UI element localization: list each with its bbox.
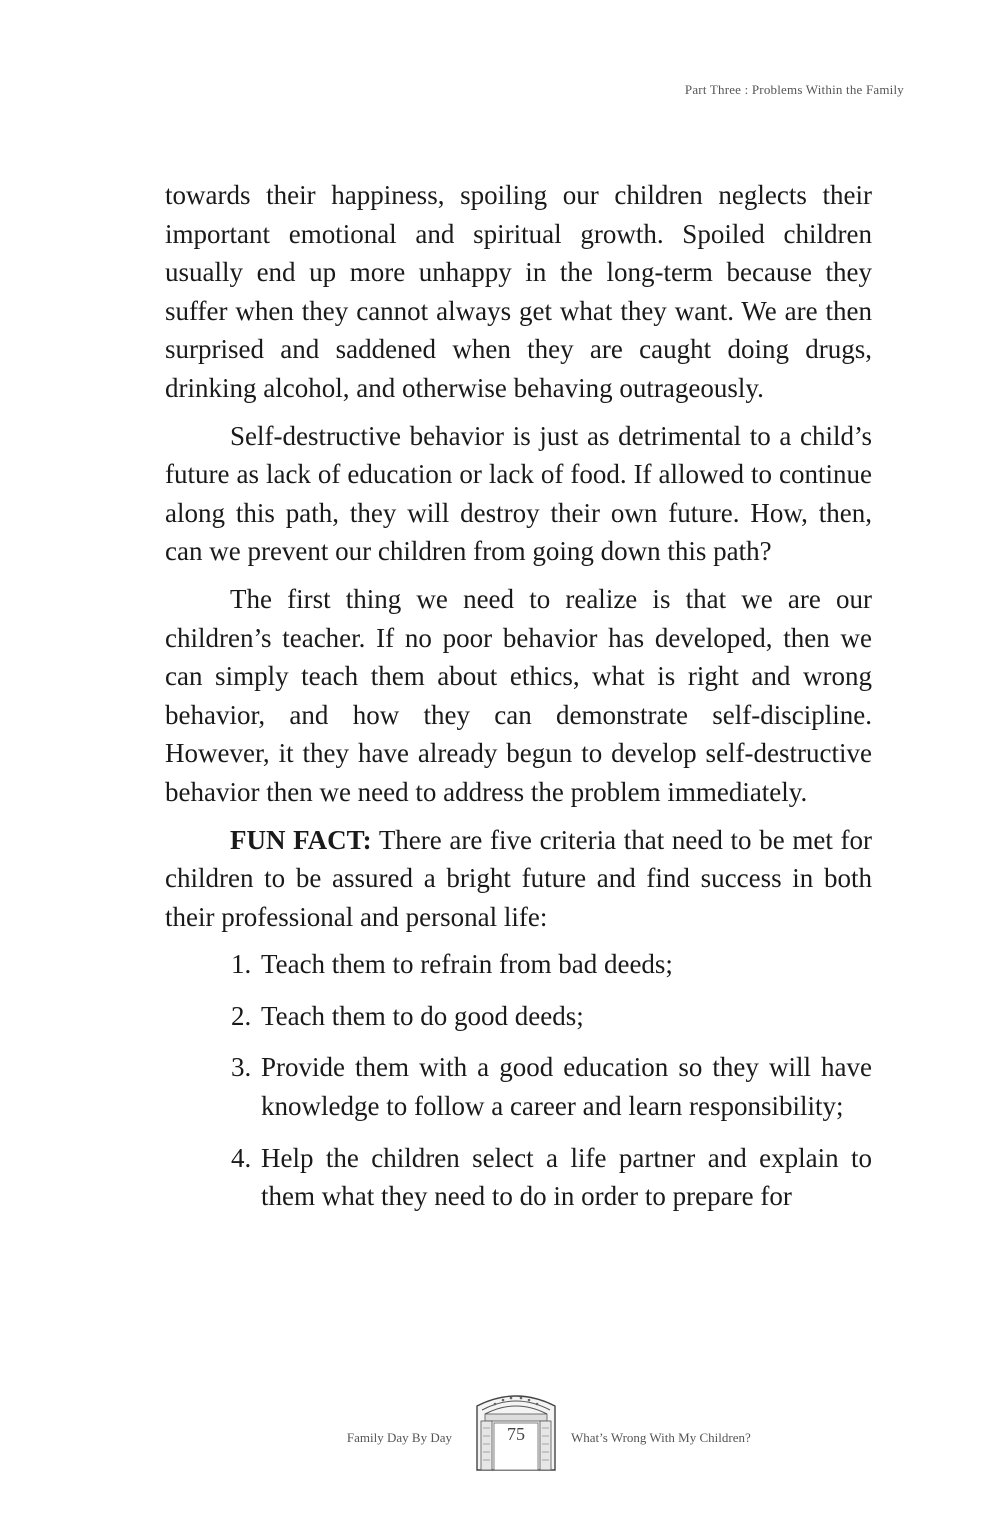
criteria-list: [165, 945, 872, 1216]
fun-fact-text: There are five criteria that need to be met for children to be assured a bright future and find success in both their professional and personal life:: [165, 824, 872, 932]
list-text: Teach them to do good deeds;: [261, 1000, 584, 1031]
footer-book-title: Family Day By Day: [346, 1430, 452, 1445]
list-number: 3.: [231, 1052, 252, 1083]
list-item: [231, 1048, 872, 1125]
page-body: [165, 176, 872, 1229]
page-number: 75: [507, 1424, 525, 1444]
list-number: 2.: [231, 1000, 252, 1031]
page-footer: [0, 1384, 1000, 1474]
paragraph: towards their happiness, spoiling our children neglects their important emotional and spiritual growth. Spoiled children usually end up more unhappy in the long-term because they suffer when they cannot always get what they want. We are then surprised and saddened when they are caught doing drugs, drinking alcohol, and otherwise behaving outrageously.: [165, 180, 872, 403]
list-item: [231, 1139, 872, 1216]
paragraph: Self-destructive behavior is just as detrimental to a child’s future as lack of education or lack of food. If allowed to continue along this path, they will destroy their own future. How, then, can we prevent our children from going down this path?: [165, 420, 872, 567]
list-item: [231, 945, 872, 984]
list-text: Help the children select a life partner and explain to them what they need to do in order to prepare for: [261, 1142, 872, 1212]
list-number: 4.: [231, 1142, 252, 1173]
running-header: Part Three : Problems Within the Family: [684, 82, 904, 97]
list-text: Teach them to refrain from bad deeds;: [261, 949, 673, 980]
fun-fact-label: FUN FACT:: [230, 824, 372, 855]
list-text: Provide them with a good education so they will have knowledge to follow a career and learn responsibility;: [261, 1052, 872, 1122]
paragraph: The first thing we need to realize is that we are our children’s teacher. If no poor behavior has developed, then we can simply teach them about ethics, what is right and wrong behavior, and how they can demonstrate self-discipline. However, it they have already begun to develop self-destructive behavior then we need to address the problem immediately.: [165, 583, 872, 807]
list-number: 1.: [231, 949, 252, 980]
fun-fact-paragraph: [165, 821, 872, 937]
list-item: [231, 997, 872, 1036]
footer-chapter-title: What’s Wrong With My Children?: [571, 1430, 751, 1445]
